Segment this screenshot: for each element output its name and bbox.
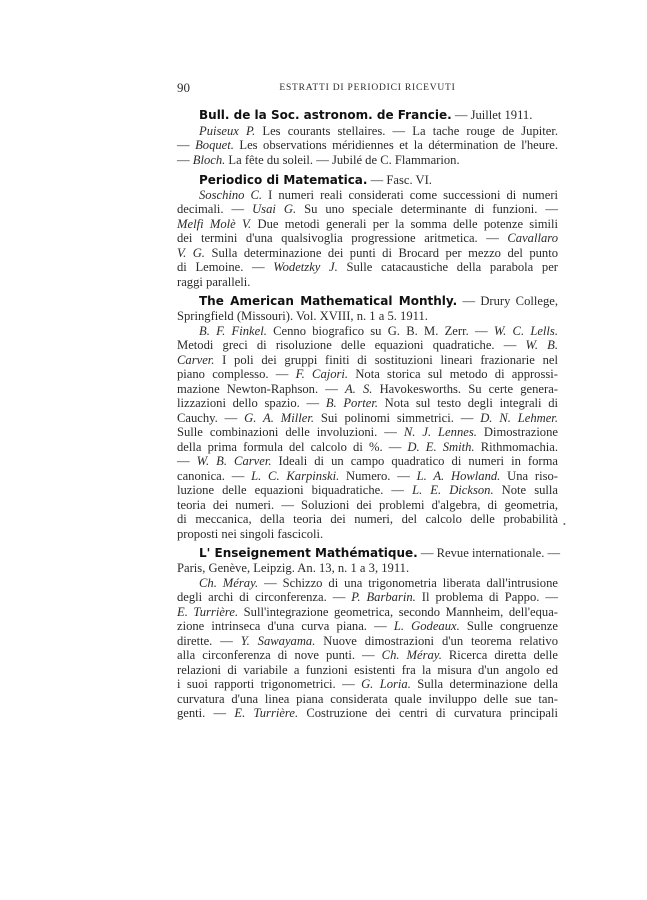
text-line [177,425,558,440]
text-line [177,294,558,309]
text-line [177,353,558,368]
running-title: ESTRATTI DI PERIODICI RICEVUTI [279,83,456,93]
author-name: Soschino C. [199,188,263,202]
text-run: mazione Newton-Raphson. — [177,382,345,396]
text-run: Nota storica sul metodo di approssi- [348,367,558,381]
author-name: Melfi Molè V. [177,217,252,231]
text-run: I poli dei gruppi finiti di sostituzioni lineari frazionarie nel [214,353,558,367]
text-run: Dimostrazione [476,425,558,439]
text-line [177,338,558,353]
text-run: Numero. — [339,469,417,483]
text-line [177,202,558,217]
text-run: Rithmomachia. [474,440,558,454]
text-line [177,648,558,663]
text-run: — [177,153,193,167]
text-run: Costruzione dei centri di curvatura principali [298,706,558,720]
text-run: — Revue internationale. — [417,546,561,560]
text-run: Sull'integrazione geometrica, secondo Mannheim, dell'equa- [238,605,558,619]
text-run: Una riso- [500,469,558,483]
author-name: Bloch. [192,153,226,167]
text-run: Ricerca diretta delle [441,648,558,662]
text-run: La fête du soleil. — Jubilé de C. Flammarion. [225,153,460,167]
text-line [177,138,558,153]
text-line [177,546,561,561]
text-run: relazioni di variabile a funzioni esistenti fra la misura d'un angolo ed [177,663,558,677]
author-name: L. C. Karpinski. [251,469,340,483]
text-run: Metodi greci di risoluzione delle equazioni quadratiche. — [177,338,526,352]
text-run: Sulla determinazione della [410,677,558,691]
text-run: lizzazioni dello spazio. — [177,396,326,410]
text-line [177,512,558,527]
author-name: Cavallaro [507,231,558,245]
text-line [177,260,558,275]
author-name: B. Porter. [325,396,378,410]
text-line [177,706,558,721]
text-run: Havokesworths. Su certe genera- [372,382,559,396]
text-line [177,188,558,203]
text-run: Cenno biografico su G. B. M. Zerr. — [266,324,494,338]
text-line [177,590,558,605]
author-name: Ch. Méray. [381,648,442,662]
text-line [177,605,558,620]
text-run: dei termini d'una qualsivoglia progressione aritmetica. — [177,231,508,245]
text-run: i suoi rapporti trigonometrici. — [177,677,362,691]
text-run: Sulle catacaustiche della parabola per [337,260,558,274]
text-run: decimali. — [177,202,253,216]
text-line [177,382,558,397]
page-number: 90 [177,80,190,95]
text-line [177,692,558,707]
text-line [177,561,558,576]
text-line [177,663,558,678]
author-name: L. Godeaux. [393,619,460,633]
text-run: teoria dei numeri. — Soluzioni dei problemi d'algebra, di geometria, [177,498,558,512]
text-run: — Juillet 1911. [451,108,533,122]
text-run: Sulla determinazione dei punti di Brocard per mezzo del punto [204,246,559,260]
author-name: Ch. Méray. [199,576,259,590]
author-name: Usai G. [252,202,297,216]
text-line [177,498,558,513]
text-line [177,677,558,692]
text-line [177,173,558,188]
text-run: zione intrinseca d'una curva piana. — [177,619,394,633]
author-name: P. Barbarin. [351,590,416,604]
text-line [177,396,558,411]
text-run: Nuove dimostrazioni d'un teorema relativo [315,634,558,648]
text-run: Springfield (Missouri). Vol. XVIII, n. 1 a 5. 1911. [177,309,428,323]
author-name: W. B. [525,338,558,352]
text-run: Les courants stellaires. — La tache rouge de Jupiter. [255,124,559,138]
text-line [177,367,558,382]
text-run: della prima formula del calcolo di %. — [177,440,408,454]
text-run: piano complesso. — [177,367,296,381]
author-name: W. B. Carver. [196,454,272,468]
author-name: E. Turrière. [234,706,299,720]
text-run: Ideali di un campo quadratico di numeri in forma [271,454,558,468]
text-line [177,527,558,542]
author-name: D. N. Lehmer. [480,411,558,425]
text-line [177,411,558,426]
text-run: alla circonferenza di nove punti. — [177,648,382,662]
text-run: proposti nei singoli fascicoli. [177,527,324,541]
text-run: di meccanica, della teoria dei numeri, del calcolo delle probabilità [177,512,558,526]
text-line [177,108,558,123]
text-run: I numeri reali considerati come successioni di numeri [262,188,559,202]
periodical-title: The American Mathematical Monthly. [199,294,458,308]
text-run: degli archi di circonferenza. — [177,590,352,604]
text-run: Sulle combinazioni delle involuzioni. — [177,425,404,439]
periodical-title: Periodico di Matematica. [199,173,368,187]
speck-mark: • [563,520,566,529]
author-name: D. E. Smith. [407,440,475,454]
text-run: Cauchy. — [177,411,245,425]
author-name: Boquet. [195,138,234,152]
text-line [177,324,558,339]
text-line [177,454,558,469]
text-run: — [177,138,196,152]
periodical-title: Bull. de la Soc. astronom. de Francie. [199,108,452,122]
text-run: Su uno speciale determinante di funzioni. — [296,202,558,216]
periodical-title: L' Enseignement Mathématique. [199,546,418,560]
text-line [177,576,558,591]
author-name: L. E. Dickson. [412,483,494,497]
page-header [177,80,558,96]
author-name: B. F. Finkel. [199,324,267,338]
text-run: canonica. — [177,469,252,483]
author-name: W. C. Lells. [493,324,558,338]
author-name: L. A. Howland. [416,469,501,483]
author-name: Wodetzky J. [273,260,338,274]
text-line [177,469,558,484]
text-line [177,483,558,498]
text-line [177,217,558,232]
text-run: Il problema di Pappo. — [415,590,558,604]
text-run: Sulle congruenze [459,619,558,633]
author-name: F. Cajori. [295,367,349,381]
author-name: E. Turrière. [177,605,239,619]
text-run: genti. — [177,706,235,720]
text-line [177,275,558,290]
text-run: — [177,454,197,468]
author-name: N. J. Lennes. [403,425,477,439]
author-name: A. S. [344,382,373,396]
text-run: Note sulla [493,483,558,497]
text-line [177,634,558,649]
text-line [177,153,558,168]
author-name: G. Loria. [361,677,411,691]
text-run: Sui polinomi simmetrici. — [313,411,481,425]
text-line [177,231,558,246]
text-run: Paris, Genève, Leipzig. An. 13, n. 1 a 3, 1911. [177,561,410,575]
author-name: V. G. [177,246,205,260]
text-line [177,124,558,139]
author-name: Y. Sawayama. [240,634,316,648]
author-name: G. A. Miller. [244,411,314,425]
text-run: Nota sul testo degli integrali di [377,396,559,410]
text-run: Les observations méridiennes et la détermination de l'heure. [233,138,558,152]
text-run: curvatura d'una linea piana considerata quale inviluppo delle sue tan- [177,692,558,706]
text-run: raggi paralleli. [177,275,251,289]
text-line [177,246,558,261]
text-run: — Drury College, [457,294,558,308]
text-line [177,619,558,634]
text-run: dirette. — [177,634,241,648]
text-run: Due metodi generali per la somma delle potenze simili [251,217,558,231]
author-name: Carver. [177,353,215,367]
text-run: — Schizzo di una trigonometria liberata dall'intrusione [258,576,558,590]
text-run: luzione delle equazioni biquadratiche. — [177,483,413,497]
text-line [177,309,558,324]
text-line [177,440,558,455]
author-name: Puiseux P. [199,124,256,138]
text-run: — Fasc. VI. [367,173,432,187]
text-run: di Lemoine. — [177,260,274,274]
